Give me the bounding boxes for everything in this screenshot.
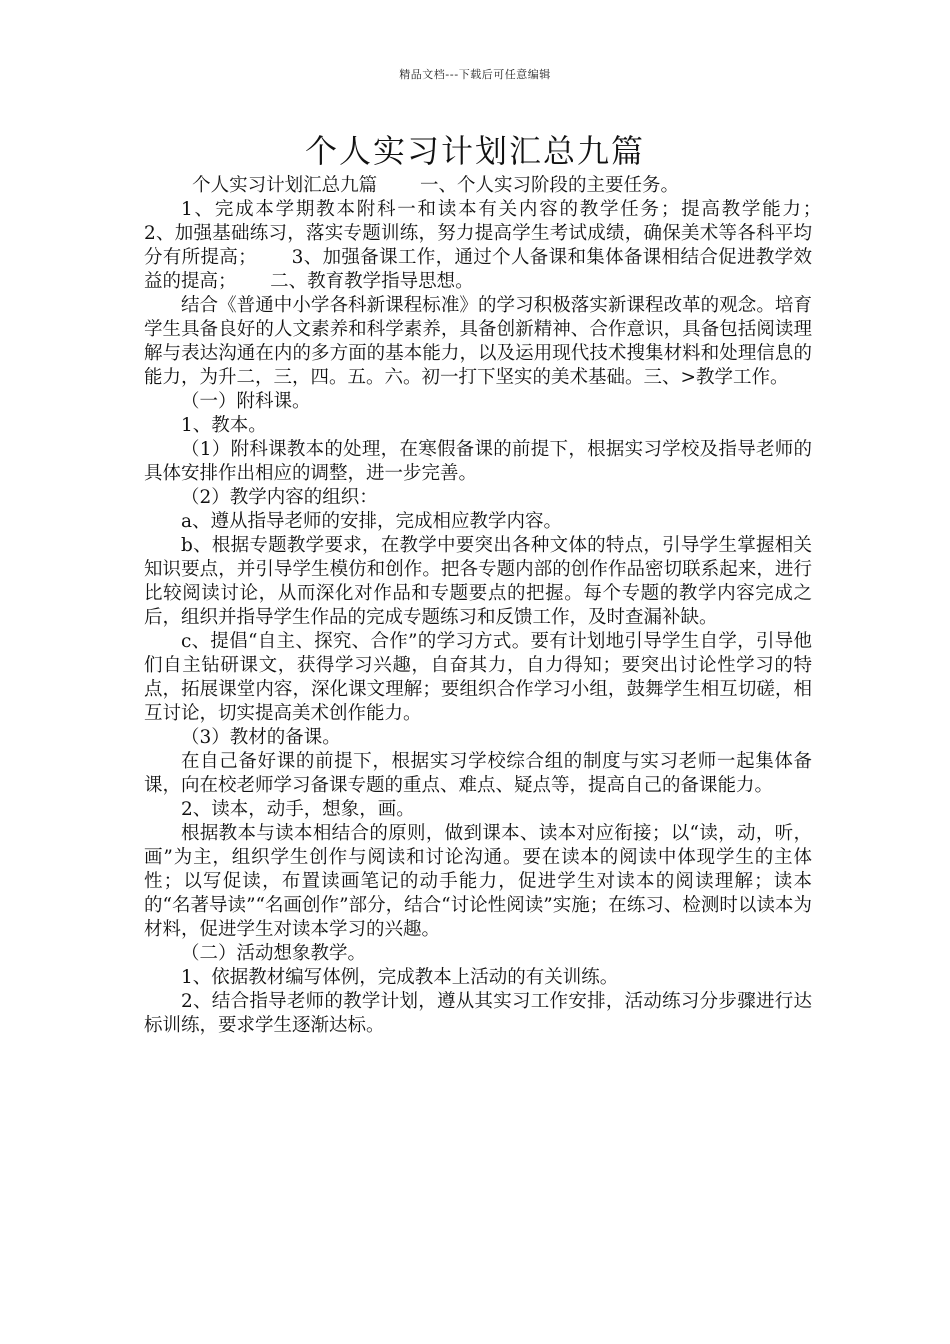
paragraph: 1、教本。 <box>181 415 267 436</box>
document-body <box>144 174 855 1038</box>
paragraph: 个人实习计划汇总九篇 一、个人实习阶段的主要任务。 <box>192 175 679 196</box>
paragraph: （1）附科课教本的处理，在寒假备课的前提下，根据实习学校及指导老师的具体安排作出相应的调整，进一步完善。 <box>144 439 812 484</box>
paragraph: （一）附科课。 <box>181 391 311 412</box>
header-note: 精品文档---下载后可任意编辑 <box>399 68 551 81</box>
paragraph: 结合《普通中小学各科新课程标准》的学习积极落实新课程改革的观念。培育学生具备良好的人文素养和科学素养，具备创新精神、合作意识，具备包括阅读理解与表达沟通在内的多方面的基本能力，以及运用现代技术搜集材料和处理信息的能力，为升二，三，四。五。六。初一打下坚实的美术基础。三、>教学工作。 <box>144 295 812 388</box>
paragraph: 在自己备好课的前提下，根据实习学校综合组的制度与实习老师一起集体备课，向在校老师学习备课专题的重点、难点、疑点等，提高自己的备课能力。 <box>144 751 812 796</box>
paragraph: b、根据专题教学要求，在教学中要突出各种文体的特点，引导学生掌握相关知识要点，并引导学生模仿和创作。把各专题内部的创作作品密切联系起来，进行比较阅读讨论，从而深化对作品和专题要点的把握。每个专题的教学内容完成之后，组织并指导学生作品的完成专题练习和反馈工作，及时查漏补缺。 <box>144 535 812 628</box>
paragraph: a、遵从指导老师的安排，完成相应教学内容。 <box>181 511 563 532</box>
paragraph: 2、结合指导老师的教学计划，遵从其实习工作安排，活动练习分步骤进行达标训练，要求学生逐渐达标。 <box>144 991 812 1036</box>
paragraph: （二）活动想象教学。 <box>181 943 367 964</box>
paragraph: （2）教学内容的组织： <box>181 487 378 508</box>
paragraph: 根据教本与读本相结合的原则，做到课本、读本对应衔接；以“读，动，听，画”为主，组织学生创作与阅读和讨论沟通。要在读本的阅读中体现学生的主体性；以写促读，布置读画笔记的动手能力，促进学生对读本的阅读理解；读本的“名著导读”“名画创作”部分，结合“讨论性阅读”实施；在练习、检测时以读本为材料，促进学生对读本学习的兴趣。 <box>144 823 812 940</box>
paragraph: 1、依据教材编写体例，完成教本上活动的有关训练。 <box>181 967 619 988</box>
document-title: 个人实习计划汇总九篇 <box>304 132 645 170</box>
paragraph: c、提倡“自主、探究、合作”的学习方式。要有计划地引导学生自学，引导他们自主钻研课文，获得学习兴趣，自奋其力，自力得知；要突出讨论性学习的特点，拓展课堂内容，深化课文理解；要组织合作学习小组，鼓舞学生相互切磋，相互讨论，切实提高美术创作能力。 <box>144 631 812 724</box>
paragraph: （3）教材的备课。 <box>181 727 341 748</box>
paragraph: 1、完成本学期教本附科一和读本有关内容的教学任务；提高教学能力； 2、加强基础练习，落实专题训练，努力提高学生考试成绩，确保美术等各科平均分有所提高； 3、加强备课工作，通过个人备课和集体备课相结合促进教学效益的提高； 二、教育教学指导思想。 <box>144 199 855 292</box>
paragraph: 2、读本，动手，想象，画。 <box>181 799 415 820</box>
